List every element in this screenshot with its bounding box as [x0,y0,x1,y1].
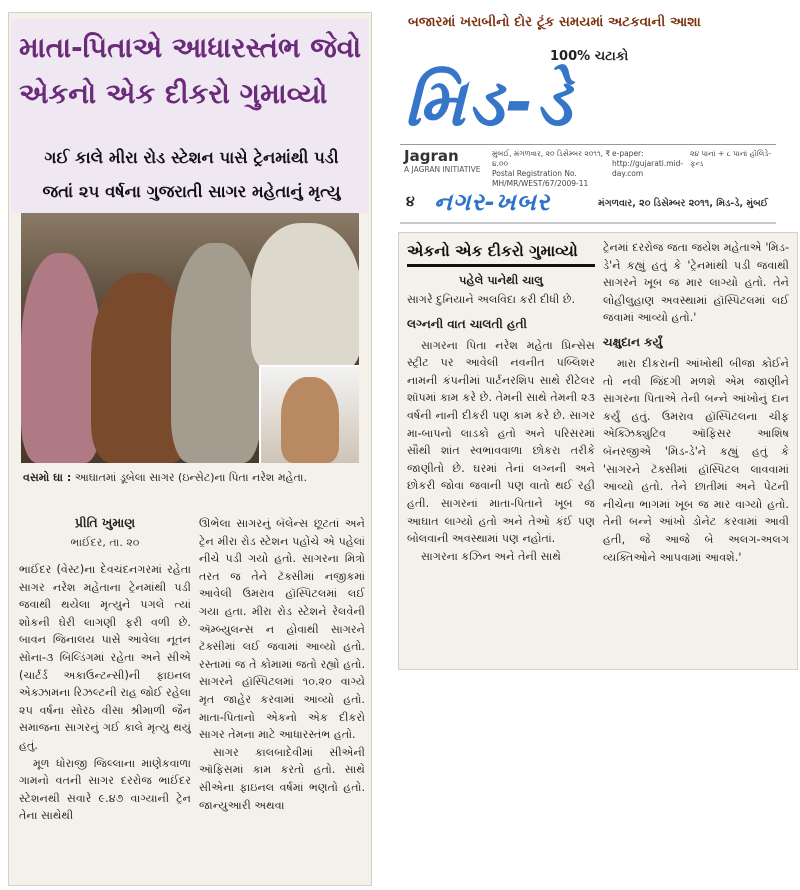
headline-box [11,19,368,213]
body-paragraph: સાગરના પિતા નરેશ મહેતા પ્રિન્સેસ સ્ટ્રીટ પર આવેલી નવનીત પબ્લિશર નામની કંપનીમાં પાર્ટનરશિપ સાથે રીટેલર શૉપમાં કામ કરે છે. તેમની સાથે તેમની ૨૩ વર્ષની નાની દીકરી પણ કામ કરે છે. સાગર મા-બાપનો લાડકો હતો અને પરિસરમાં સૌથી શાંત સ્વભાવવાળા છોકરા તરીકે જાણીતો છે. ઘરમાં તેનાં લગ્નની અને છોકરી જોવા જવાની પણ વાતો થઈ રહી હતી. સાગરનાં માતા-પિતાને ખૂબ જ આઘાત લાગ્યો હતો અને તેઓ કંઈ પણ બોલવાની અવસ્થામાં પણ નહોતાં. [407,338,595,546]
continued-label: પહેલે પાનેથી ચાલુ [458,273,543,287]
body-paragraph: મૂળ ધોરાજી જિલ્લાના માણેકવાળા ગામનો વતની સાગર દરરોજ ભાઈંદર સ્ટેશનથી સવારે ૯.૪૭ વાગ્યાની ટ્રેન તેના સાથેથી [19,756,191,823]
body-paragraph: મારા દીકરાની આંખોથી બીજા કોઈને તો નવી જિંદગી મળશે એમ જાણીને સાગરના પિતાએ તેની બન્ને આંખોનું દાન કર્યું હતું. ઉમરાવ હૉસ્પિટલના ચીફ એક્ઝિક્યુટિવ ઑફિસર આશિષ બૅનરજીએ 'મિડ-ડે'ને કહ્યું હતું કે 'સાગરને ટૅક્સીમાં હૉસ્પિટલ લાવવામાં આવ્યો હતો. તેને છાતીમાં અને પેટની નીચેના ભાગમાં ખૂબ જ માર વાગ્યો હતો. તેની બન્ને આંખો ડોનેટ કરવામાં આવી હતી, જે આજે બે અલગ-અલગ વ્યક્તિઓને આપવામાં આવશે.' [603,356,789,564]
masthead-percent: 100% ચટાકો [550,49,629,64]
body-paragraph: સાગર કાલબાદેવીમાં સીએની ઑફિસમાં કામ કરતો હતો. સાથે સીએના ફાઇનલ વર્ષમાં ભણતો હતો. જાન્યુઆરી અથવા [199,745,365,812]
left-column-1 [19,503,191,883]
epaper-info [612,149,688,179]
right-column-1 [407,239,595,663]
page-count: ૨૪ પાનાં + ૮ પાનાં હૉલિડે-ફન્ડ [690,149,772,168]
masthead [400,4,776,188]
photo-caption [23,469,363,486]
dateline: ભાઈંદર, તા. ૨૦ [70,536,140,549]
page-number: ૪ [406,194,415,210]
section-name: નગર-ખબર [434,188,551,216]
jagran-subtitle: A JAGRAN INITIATIVE [404,165,481,174]
headline-line-1: માતા-પિતાએ આધારસ્તંભ જેવો [19,31,362,64]
inset-face [281,377,339,463]
issue-date: મુંબઈ, મંગળવાર, ૨૦ ડિસેમ્બર ૨૦૧૧, ₹ ૪.૦૦ [492,149,611,168]
subheadline-line-2: જતાં ૨૫ વર્ષના ગુજરાતી સાગર મહેતાનું મૃત્યુ [42,182,341,201]
left-clipping [8,12,372,886]
subheading: ચક્ષુદાન કર્યું [603,334,663,349]
subheadline-line-1: ગઈ કાલે મીરા રોડ સ્ટેશન પાસે ટ્રેનમાંથી પડી [44,148,339,167]
subheading: લગ્નની વાત ચાલતી હતી [407,316,527,331]
section-bar [400,186,776,224]
epaper-label: e-paper: [612,149,644,158]
right-column-2 [603,239,789,663]
caption-label: વસમો ઘા : [23,471,72,484]
body-paragraph: ઊભેલા સાગરનું બૅલેન્સ છૂટતાં અને ટ્રેન મીરા રોડ સ્ટેશન પહોંચે એ પહેલાં નીચે પડી ગયો હતો. સાગરના મિત્રો તરત જ તેને ટૅક્સીમાં નજીકમાં આવેલી ઉમરાવ હૉસ્પિટલમાં લઈ ગયા હતા. મીરા રોડ સ્ટેશને રેલવેની ઍમ્બ્યુલન્સ ન હોવાથી સાગરને ટૅક્સીમાં લઈ જવામાં આવ્યો હતો. રસ્તામાં જ તે કોમામાં જતો રહ્યો હતો. સાગરને હૉસ્પિટલમાં ૧૦.૨૦ વાગ્યે મૃત જાહેર કરવામાં આવ્યો હતો. માતા-પિતાનો એકનો એક દીકરો સાગર તેમના માટે આધારસ્તંભ હતો. [199,517,365,742]
byline: પ્રીતિ ખુમાણ [74,515,136,530]
masthead-info-bar [400,144,776,188]
body-paragraph: સાગરના કઝિન અને તેની સાથે [421,549,561,563]
caption-text: આઘાતમાં ડૂબેલા સાગર (ઇન્સેટ)ના પિતા નરેશ મહેતા. [74,471,307,484]
news-photo [21,213,359,463]
body-paragraph: ભાઈંદર (વેસ્ટ)ના દેવચંદનગરમાં રહેતા સાગર નરેશ મહેતાના ટ્રેનમાંથી પડી જવાથી થયેલા મૃત્યુને પગલે ત્યાં શોકની ઘેરી લાગણી ફરી વળી છે. બાવન જિનાલય પાસે આવેલા નૂતન સોના-૩ બિલ્ડિંગમાં રહેતા અને સીએ (ચાર્ટર્ડ અકાઉન્ટન્સી)ની ફાઇનલ એક્ઝામના રિઝલ્ટની રાહ જોઈ રહેલા ૨૫ વર્ષના સોરઠ વીસા શ્રીમાળી જૈન સમાજના સાગરનું ગઈ કાલે મૃત્યુ થયું હતું. [19,563,191,752]
issue-info [492,149,612,189]
body-paragraph: સાગરે દુનિયાને અલવિદા કરી દીધી છે. [407,293,576,306]
photo-figure [21,253,101,463]
logo-text: મિડ-ડે [404,64,574,141]
headline-line-2: એકનો એક દીકરો ગુમાવ્યો [19,77,328,110]
body-paragraph: ટ્રેનમાં દરરોજ જતા જયેશ મહેતાએ 'મિડ-ડે'ને કહ્યું હતું કે 'ટ્રેનમાંથી પડી જવાથી સાગરને ખૂબ જ માર લાગ્યો હતો. તેને લોહીલુહાણ અવસ્થામાં હૉસ્પિટલમાં લઈ જવામાં આવ્યો હતો.' [603,241,789,325]
epaper-url: http://gujarati.mid-day.com [612,159,684,178]
inset-portrait [259,365,359,463]
left-column-2 [199,515,365,883]
jagran-logo: Jagran [404,147,459,165]
newspaper-logo [404,62,772,140]
postal-registration: Postal Registration No. MH/MR/WEST/67/2009-11 [492,169,589,188]
right-clipping [398,232,798,670]
section-date: મંગળવાર, ૨૦ ડિસેમ્બર ૨૦૧૧, મિડ-ડે, મુંબઈ [598,198,769,209]
article-title: એકનો એક દીકરો ગુમાવ્યો [407,239,595,267]
masthead-tagline: બજારમાં ખરાબીનો દોર ટૂંક સમયમાં અટકવાની આશા [408,14,701,30]
photo-figure [171,243,261,463]
photo-figure [251,223,359,373]
